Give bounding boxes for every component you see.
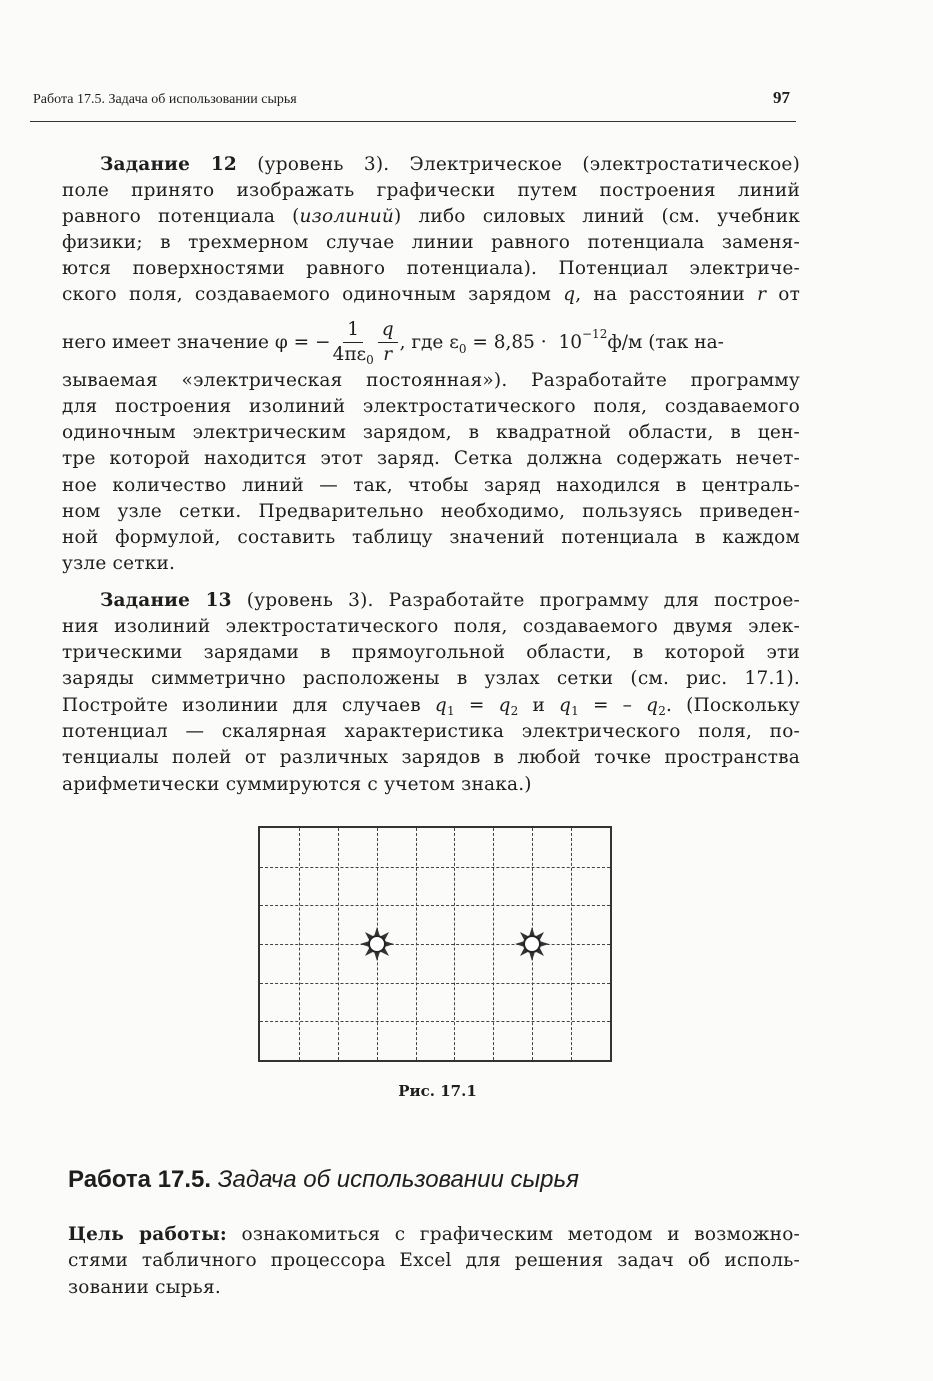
task13-line: трическими зарядами в прямоугольной области, в которой эти: [62, 642, 800, 663]
subscript: 2: [658, 704, 667, 718]
text: равного потенциала (: [62, 206, 300, 227]
grid-horizontal-line: [260, 1021, 610, 1022]
text: (уровень 3). Разработайте программу для построе-: [231, 590, 800, 611]
running-header: Работа 17.5. Задача об использовании сырья: [33, 92, 297, 107]
denominator: r: [383, 343, 393, 365]
text: ознакомиться с графическим методом и возможно-: [226, 1224, 800, 1245]
text: q: [563, 284, 576, 305]
task12-line: ное количество линий — так, чтобы заряд находился в централь-: [62, 475, 800, 496]
formula-line: [62, 312, 802, 372]
goal-line: [68, 1222, 800, 1248]
task12-line: [100, 152, 800, 178]
task13-line: ния изолиний электростатического поля, создаваемого двумя элек-: [62, 616, 800, 637]
text: него имеет значение φ = −: [62, 331, 331, 353]
task12-label: Задание 12: [100, 154, 237, 175]
text: ского поля, создаваемого одиночным зарядом: [62, 284, 564, 305]
numerator: 1: [343, 318, 363, 343]
var: q: [646, 695, 659, 716]
var: q: [498, 695, 511, 716]
text: Постройте изолинии для случаев: [62, 695, 435, 716]
text: , на расстоянии: [575, 284, 758, 305]
goal-label: Цель работы:: [68, 1224, 227, 1245]
task13-line: арифметически суммируются с учетом знака.): [62, 774, 532, 795]
subscript: 1: [571, 704, 579, 718]
task13-line: тенциалы полей от различных зарядов в любой точке пространства: [62, 747, 800, 768]
exponent: −12: [582, 327, 608, 341]
fraction-q-over-r: [378, 318, 398, 367]
grid-horizontal-line: [260, 983, 610, 984]
task12-line: тре которой находится этот заряд. Сетка должна содержать нечет-: [62, 448, 800, 469]
var: q: [434, 695, 447, 716]
page-number: 97: [773, 88, 790, 107]
task12-line: физики; в трехмерном случае линии равного потенциала заменя-: [62, 232, 800, 253]
task12-line: [62, 204, 800, 230]
text: изолиний: [299, 206, 394, 227]
task12-line: зываемая «электрическая постоянная»). Разработайте программу: [62, 370, 800, 391]
grid-horizontal-line: [260, 944, 610, 945]
subscript: 0: [366, 352, 374, 367]
task12-line: для построения изолиний электростатического поля, создаваемого: [62, 396, 800, 417]
task12-line: [62, 282, 800, 308]
grid-horizontal-line: [260, 905, 610, 906]
task12-line: одиночным электрическим зарядом, в квадратной области, в цен-: [62, 422, 800, 443]
numerator: q: [378, 318, 398, 343]
text: от: [766, 284, 801, 305]
var: q: [559, 695, 572, 716]
task13-label: Задание 13: [100, 590, 232, 611]
text: . (Поскольку: [666, 695, 800, 716]
subscript: 0: [458, 342, 467, 356]
figure-caption: Рис. 17.1: [398, 1082, 477, 1100]
task12-line: узле сетки.: [62, 553, 176, 574]
charge-icon: [514, 926, 550, 962]
section-heading: [68, 1166, 579, 1194]
text: 4πε: [332, 343, 367, 365]
section-number: Работа 17.5.: [68, 1166, 212, 1193]
task12-line: поле принято изображать графически путем построения линий: [62, 180, 800, 201]
text: ) либо силовых линий (см. учебник: [394, 206, 800, 227]
task13-line: [62, 693, 800, 719]
figure-grid: [258, 826, 612, 1062]
subscript: 1: [446, 704, 455, 718]
denominator: [333, 343, 374, 367]
text: =: [454, 695, 499, 716]
fraction-coefficient: [333, 318, 374, 367]
task12-line: ются поверхностями равного потенциала). Потенциал электриче-: [62, 258, 800, 279]
section-title: Задача об использовании сырья: [211, 1166, 579, 1193]
task13-line: заряды симметрично расположены в узлах сетки (см. рис. 17.1).: [62, 668, 800, 689]
task13-line: потенциал — скалярная характеристика электрического поля, по-: [62, 721, 800, 742]
task13-line: [100, 588, 800, 614]
text: = –: [578, 695, 647, 716]
text: , где ε: [399, 331, 459, 353]
grid-horizontal-line: [260, 867, 610, 868]
goal-line: стями табличного процессора Excel для решения задач об исполь-: [68, 1250, 800, 1271]
text: = 8,85 · 10: [466, 331, 582, 353]
header-rule: [30, 121, 796, 122]
text: ф/м (так на-: [607, 331, 724, 353]
goal-line: зовании сырья.: [68, 1277, 221, 1298]
text: r: [757, 284, 767, 305]
subscript: 2: [510, 704, 519, 718]
task12-line: ном узле сетки. Предварительно необходимо, пользуясь приведен-: [62, 501, 800, 522]
task12-line: ной формулой, составить таблицу значений потенциала в каждом: [62, 527, 800, 548]
charge-icon: [359, 926, 395, 962]
text: и: [518, 695, 560, 716]
text: (уровень 3). Электрическое (электростатическое): [237, 154, 800, 175]
